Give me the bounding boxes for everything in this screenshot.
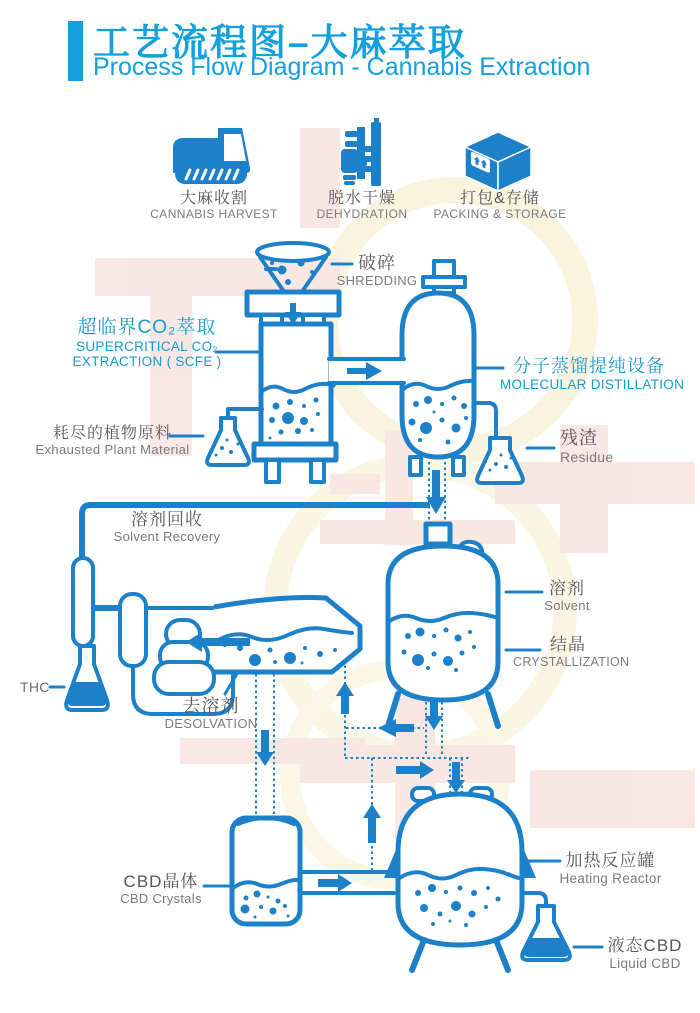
solvent-en: Solvent bbox=[544, 597, 590, 613]
crystallization-zh: 结晶 bbox=[550, 635, 586, 654]
label-shredding bbox=[332, 253, 422, 289]
label-cbd-crystals bbox=[115, 872, 207, 906]
label-solvent-recovery bbox=[108, 510, 226, 544]
step-dehydration-en: DEHYDRATION bbox=[316, 207, 408, 222]
desolvation-en: DESOLVATION bbox=[164, 715, 258, 731]
label-heating-reactor bbox=[548, 851, 673, 886]
step-label-harvest bbox=[140, 190, 288, 222]
exhausted-en: Exhausted Plant Material bbox=[35, 442, 190, 458]
shredding-en: SHREDDING bbox=[336, 272, 418, 288]
cbd-crystals-en: CBD Crystals bbox=[120, 890, 202, 906]
molecular-zh: 分子蒸馏提纯设备 bbox=[513, 356, 665, 376]
cbd-crystals-zh: CBD晶体 bbox=[123, 872, 199, 891]
extract-transfer-pipe bbox=[329, 359, 405, 383]
label-crystallization bbox=[513, 635, 630, 669]
scfe-extractor bbox=[247, 292, 339, 482]
page-title-en: Process Flow Diagram - Cannabis Extraction bbox=[93, 53, 591, 81]
exhausted-zh: 耗尽的植物原料 bbox=[52, 425, 172, 442]
heating-reactor bbox=[384, 788, 546, 970]
step-packing-zh: 打包&存储 bbox=[460, 190, 540, 207]
residue-en: Residue bbox=[560, 448, 614, 465]
solvent-recovery-zh: 溶剂回收 bbox=[131, 510, 203, 529]
heating-reactor-zh: 加热反应罐 bbox=[565, 851, 656, 870]
thc-flask bbox=[66, 646, 108, 710]
liquid-cbd-zh: 液态CBD bbox=[607, 936, 683, 955]
scfe-zh: 超临界CO₂萃取 bbox=[77, 317, 217, 338]
solvent-recovery-en: Solvent Recovery bbox=[113, 528, 221, 544]
heating-reactor-en: Heating Reactor bbox=[559, 870, 662, 886]
label-desolvation bbox=[163, 696, 259, 732]
page-title-zh: 工艺流程图–大麻萃取 bbox=[93, 22, 467, 63]
label-thc bbox=[20, 679, 52, 695]
molecular-en: MOLECULAR DISTILLATION bbox=[500, 376, 685, 392]
crystallization-en: CRYSTALLIZATION bbox=[513, 654, 630, 669]
thc-en: THC bbox=[20, 679, 50, 695]
label-exhausted-material bbox=[35, 425, 190, 458]
solvent-zh: 溶剂 bbox=[549, 579, 585, 598]
cbd-crystals-tank bbox=[232, 818, 300, 924]
scfe-en1: SUPERCRITICAL CO₂ bbox=[76, 338, 218, 354]
label-solvent bbox=[531, 579, 603, 613]
shredding-zh: 破碎 bbox=[358, 253, 396, 273]
step-dehydration-zh: 脱水干燥 bbox=[327, 190, 396, 207]
step-packing-en: PACKING & STORAGE bbox=[433, 207, 567, 222]
label-scfe bbox=[62, 317, 232, 370]
dehydrator-icon bbox=[341, 118, 381, 186]
label-liquid-cbd bbox=[600, 936, 690, 971]
scfe-en2: EXTRACTION ( SCFE ) bbox=[72, 354, 222, 370]
label-molecular-distillation bbox=[500, 356, 685, 392]
step-label-packing bbox=[426, 190, 574, 222]
title-accent-bar bbox=[68, 21, 83, 81]
liquid-cbd-en: Liquid CBD bbox=[609, 955, 681, 971]
residue-zh: 残渣 bbox=[560, 428, 598, 448]
desolvation-zh: 去溶剂 bbox=[182, 696, 240, 716]
harvester-icon bbox=[173, 128, 250, 184]
liquid-cbd-flask bbox=[522, 906, 570, 960]
step-harvest-zh: 大麻收割 bbox=[179, 190, 248, 207]
step-harvest-en: CANNABIS HARVEST bbox=[150, 207, 278, 222]
step-label-dehydration bbox=[288, 190, 436, 222]
label-residue bbox=[560, 428, 650, 465]
